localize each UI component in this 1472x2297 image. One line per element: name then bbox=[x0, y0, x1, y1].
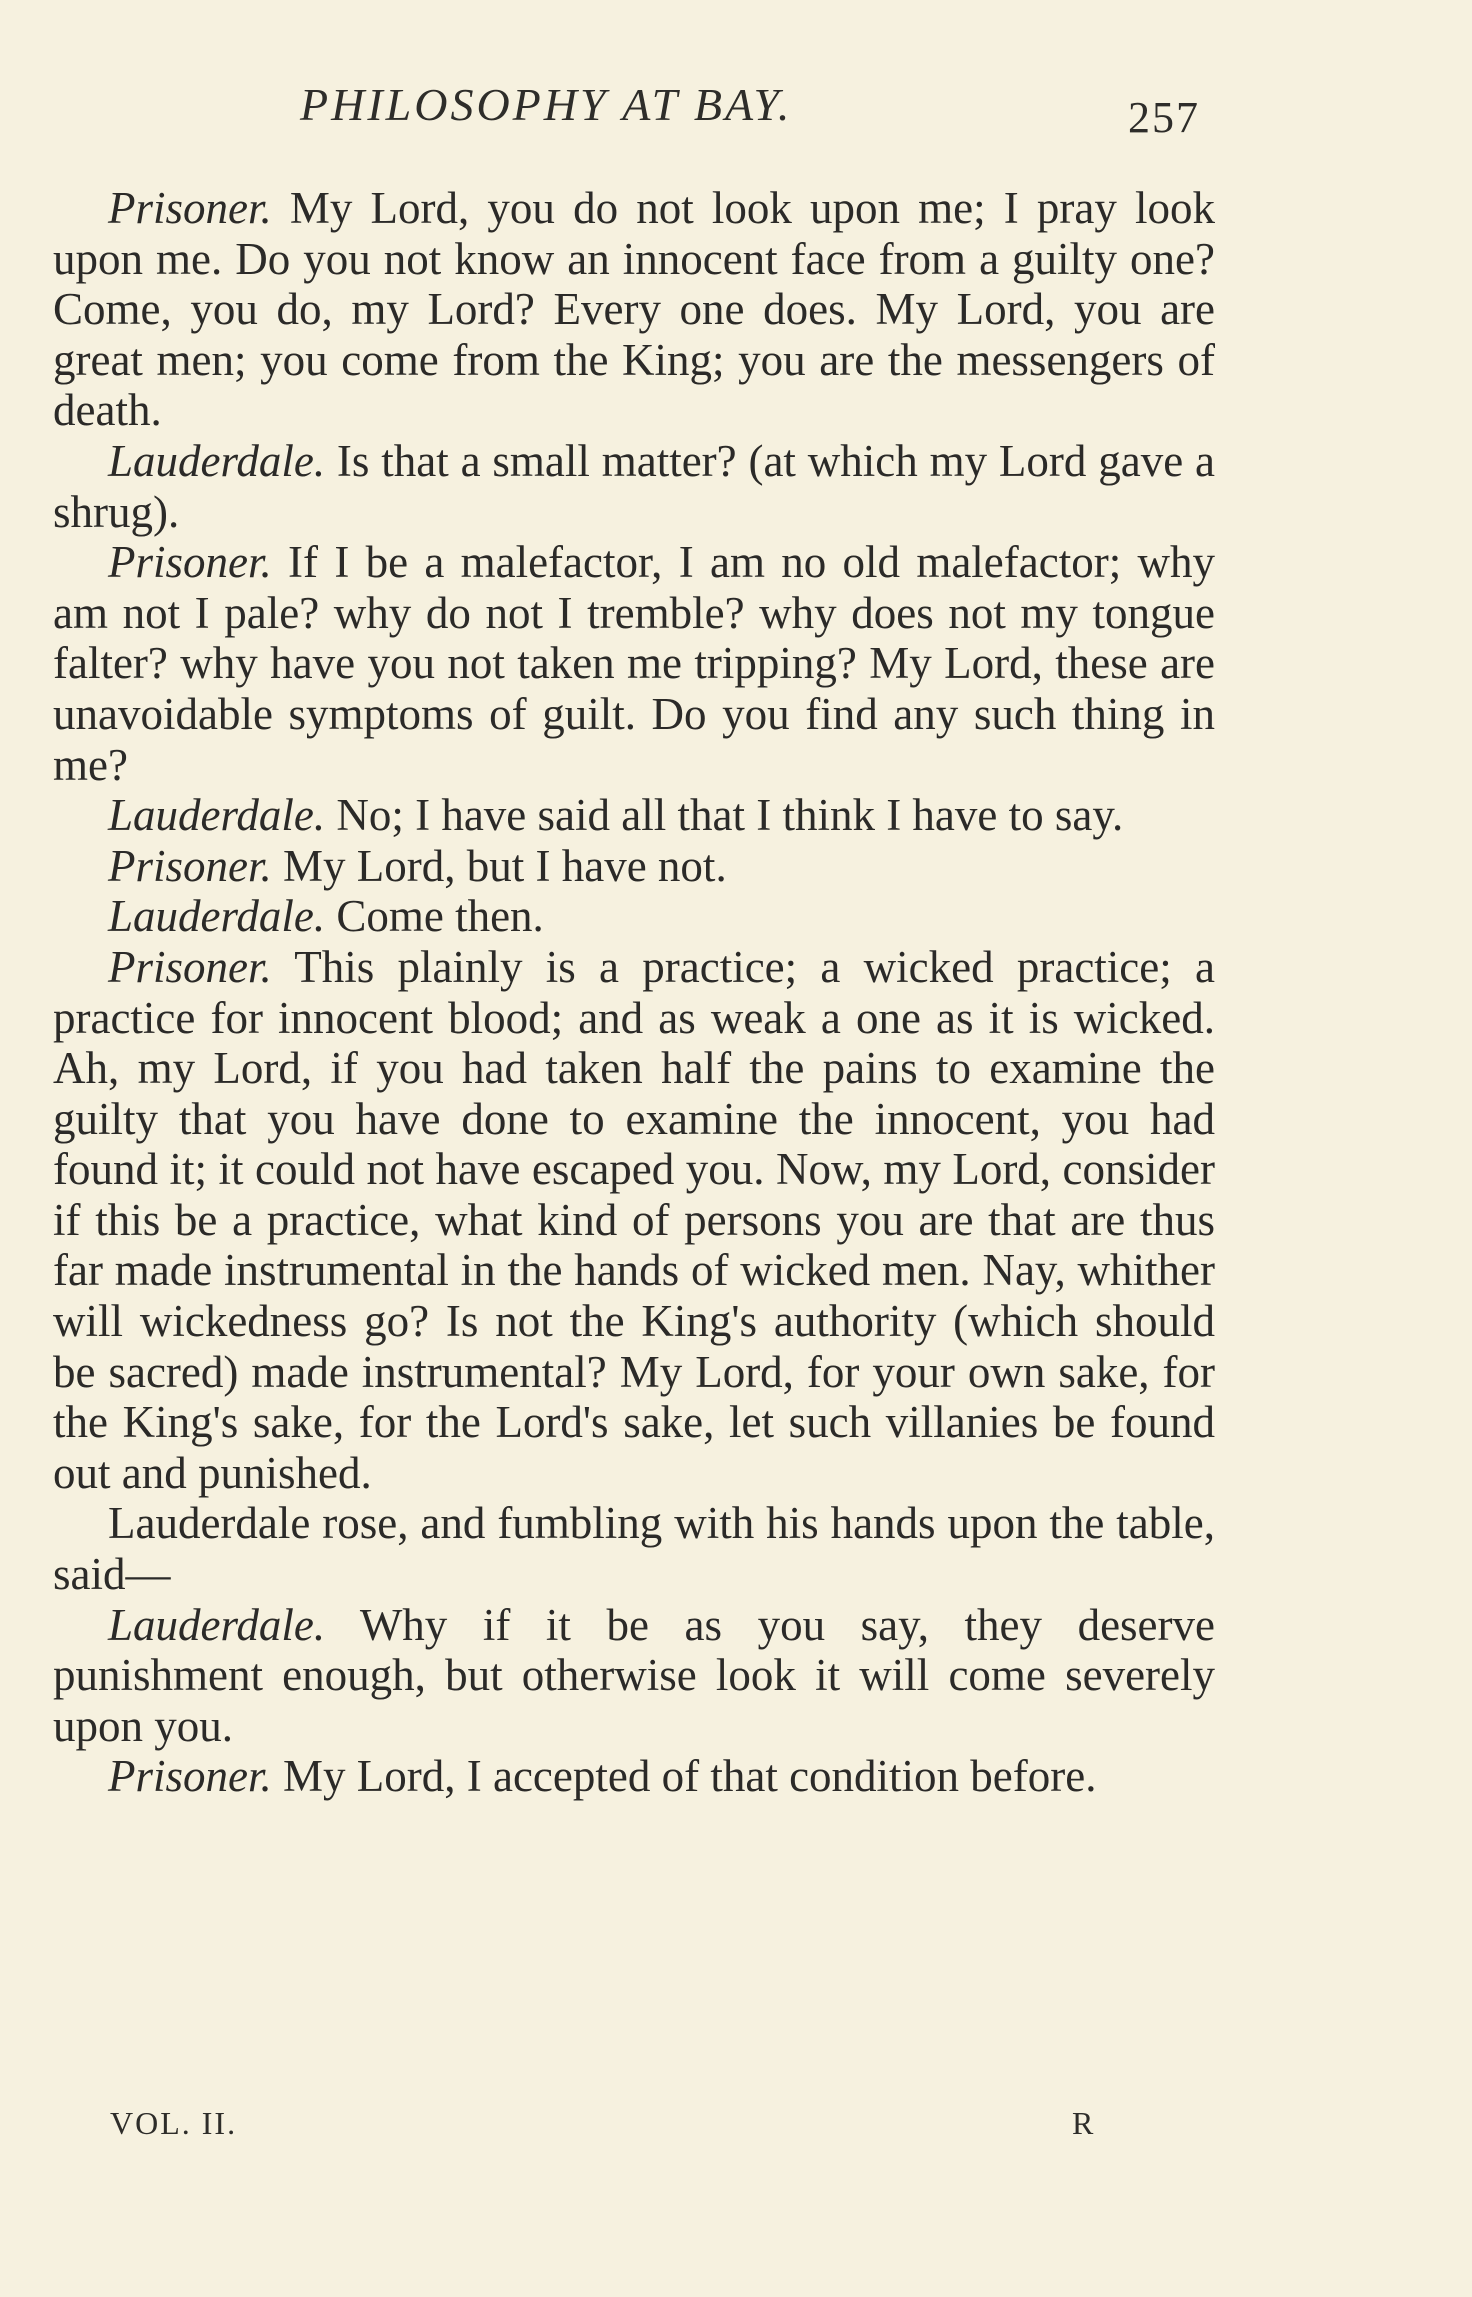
paragraph bbox=[53, 841, 1215, 892]
speaker-name: Lauderdale. bbox=[108, 891, 326, 942]
paragraph bbox=[53, 942, 1215, 1499]
speaker-name: Lauderdale. bbox=[108, 1599, 326, 1650]
speaker-name: Prisoner. bbox=[108, 183, 272, 233]
running-head bbox=[0, 78, 1472, 148]
paragraph-text: No; I have said all that I think I have to say. bbox=[325, 790, 1124, 841]
speaker-name: Lauderdale. bbox=[108, 435, 326, 486]
paragraph bbox=[53, 891, 1215, 942]
paragraph bbox=[53, 1600, 1215, 1752]
speaker-name: Prisoner. bbox=[108, 1751, 272, 1802]
speaker-name: Lauderdale. bbox=[108, 790, 326, 841]
volume-mark: VOL. II. bbox=[110, 2105, 238, 2141]
paragraph bbox=[53, 183, 1215, 436]
running-head-title: PHILOSOPHY AT BAY. bbox=[300, 79, 793, 130]
signature-mark: R bbox=[1072, 2105, 1094, 2141]
paragraph-text: This plainly is a practice; a wicked practice; a practice for innocent blood; and as weak a one as it is wicked. Ah, my Lord, if you had taken half the pains to examine the guilty that you have done to examine the innocent, you had found it; it could not have escaped you. Now, my Lord, consider if this be a practice, what kind of persons you are that are thus far made instrumental in the hands of wicked men. Nay, whither will wickedness go? Is not the King's authority (which should be sacred) made instrumental? My Lord, for your own sake, for the King's sake, for the Lord's sake, let such villanies be found out and punished. bbox=[53, 941, 1215, 1498]
body-text bbox=[53, 183, 1215, 1802]
paragraph-text: Is that a small matter? (at which my Lord gave a shrug). bbox=[53, 435, 1215, 537]
paragraph-text: Why if it be as you say, they deserve punishment enough, but otherwise look it will come severely upon you. bbox=[53, 1599, 1215, 1751]
paragraph-text: My Lord, but I have not. bbox=[271, 840, 727, 891]
paragraph bbox=[53, 790, 1215, 841]
speaker-name: Prisoner. bbox=[108, 941, 272, 992]
paragraph-text: Lauderdale rose, and fumbling with his hands upon the table, said— bbox=[53, 1498, 1215, 1600]
paragraph bbox=[53, 537, 1215, 790]
speaker-name: Prisoner. bbox=[108, 537, 272, 588]
page-footer bbox=[0, 2105, 1472, 2155]
paragraph-text: Come then. bbox=[325, 891, 544, 942]
page-number: 257 bbox=[1128, 93, 1200, 142]
narration-paragraph bbox=[53, 1498, 1215, 1599]
paragraph bbox=[53, 436, 1215, 537]
paragraph-text: My Lord, I accepted of that condition before. bbox=[271, 1751, 1097, 1802]
paragraph-text: My Lord, you do not look upon me; I pray look upon me. Do you not know an innocent face from a guilty one? Come, you do, my Lord? Every one does. My Lord, you are great men; you come from the King; you are the messengers of death. bbox=[53, 183, 1215, 436]
speaker-name: Prisoner. bbox=[108, 840, 272, 891]
paragraph bbox=[53, 1751, 1215, 1802]
paragraph-text: If I be a malefactor, I am no old malefactor; why am not I pale? why do not I tremble? why does not my tongue falter? why have you not taken me tripping? My Lord, these are unavoidable symptoms of guilt. Do you find any such thing in me? bbox=[53, 537, 1215, 790]
